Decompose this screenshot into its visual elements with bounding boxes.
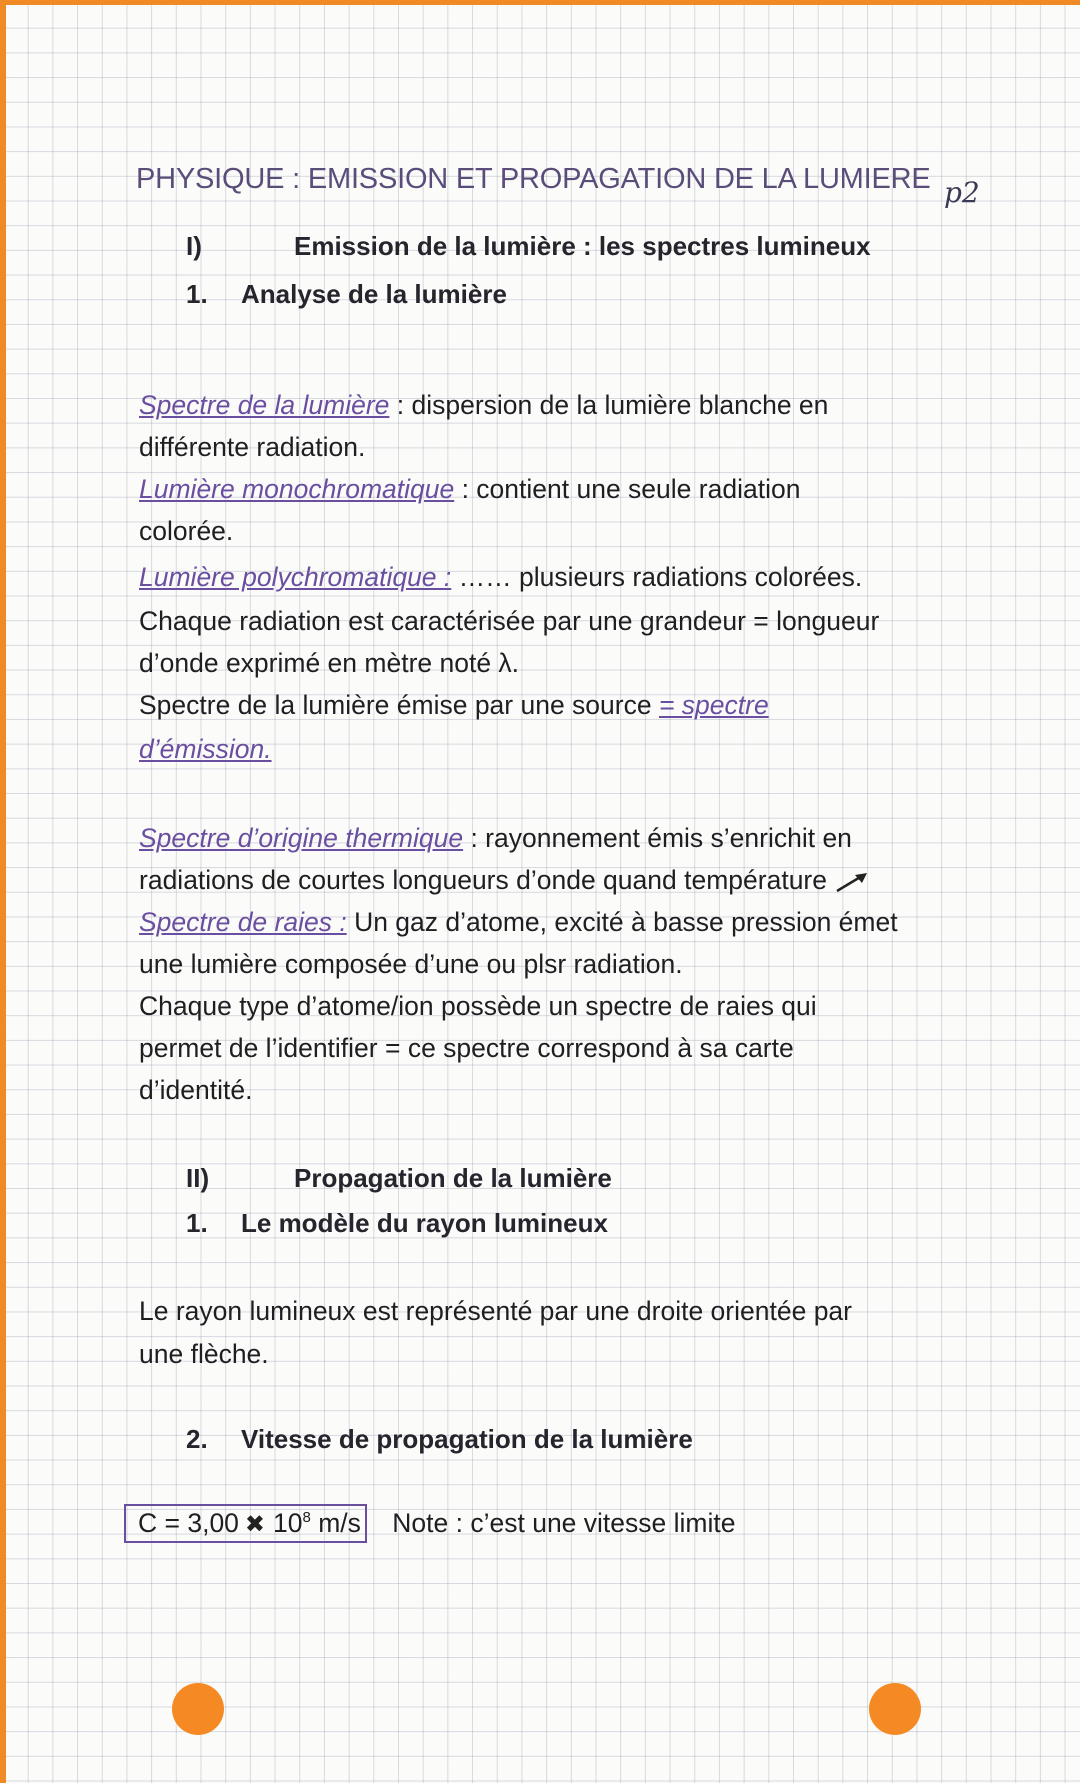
formula-base: 10 [273,1508,303,1538]
type-atome-line-1: Chaque type d’atome/ion possède un spectre de raies qui [139,991,817,1021]
chaque-radiation-line-1: Chaque radiation est caractérisée par une grandeur = longueur [139,606,880,636]
emission-term-2: d’émission. [139,734,272,764]
increase-arrow-icon [834,871,868,893]
left-edge-stripe [0,0,6,1783]
times-icon: ✖ [244,1511,266,1538]
def-mono-term: Lumière monochromatique [139,474,455,504]
rayon-line-1: Le rayon lumineux est représenté par une droite orientée par [139,1296,852,1326]
raies-text: Un gaz d’atome, excité à basse pression émet [346,907,898,937]
raies-term: Spectre de raies : [139,907,347,937]
speed-formula-box [124,1504,367,1543]
speed-formula-line [124,1508,735,1539]
formula-exponent: 8 [302,1509,311,1527]
def-poly-term: Lumière polychromatique : [139,562,452,592]
section-1-title: Emission de la lumière : les spectres lumineux [294,231,871,261]
section-2-title: Propagation de la lumière [294,1163,612,1193]
section-1-heading [186,231,871,262]
thermique-line-2 [139,865,868,896]
subsection-2-2-heading [186,1424,693,1455]
def-mono-text: : contient une seule radiation [454,474,801,504]
type-atome-line-3: d’identité. [139,1075,253,1105]
emission-line-2 [139,734,272,765]
binder-hole-right [869,1683,921,1735]
def-spectre-term: Spectre de la lumière [139,390,390,420]
formula-unit: m/s [310,1508,361,1538]
emission-line [139,690,769,721]
subsection-2-1-number: 1. [186,1208,208,1238]
raies-line-2: une lumière composée d’une ou plsr radiation. [139,949,683,979]
def-spectre-line-2: différente radiation. [139,432,366,462]
def-mono-line [139,474,800,505]
thermique-text-2: radiations de courtes longueurs d’onde quand température [139,865,827,895]
section-1-roman: I) [186,231,202,261]
section-2-roman: II) [186,1163,210,1193]
raies-line [139,907,898,938]
subsection-1-1-heading [186,279,507,310]
top-edge-stripe [0,0,1080,5]
emission-text: Spectre de la lumière émise par une source [139,690,659,720]
section-2-heading [186,1163,612,1194]
subsection-2-1-title: Le modèle du rayon lumineux [241,1208,608,1238]
subsection-1-1-number: 1. [186,279,208,309]
def-mono-line-2: colorée. [139,516,234,546]
rayon-line-2: une flèche. [139,1339,269,1369]
subsection-2-1-heading [186,1208,608,1239]
def-poly-text: …… plusieurs radiations colorées. [451,562,863,592]
page-number: p2 [944,176,980,209]
speed-note: Note : c’est une vitesse limite [392,1508,736,1538]
thermique-text: : rayonnement émis s’enrichit en [463,823,852,853]
subsection-2-2-title: Vitesse de propagation de la lumière [241,1424,693,1454]
chaque-radiation-line-2: d’onde exprimé en mètre noté λ. [139,648,520,678]
page-title: PHYSIQUE : EMISSION ET PROPAGATION DE LA LUMIERE [136,163,931,195]
formula-c-value: C = 3,00 [138,1508,239,1538]
subsection-2-2-number: 2. [186,1424,208,1454]
def-spectre-line [139,390,828,421]
subsection-1-1-title: Analyse de la lumière [241,279,507,309]
binder-hole-left [172,1683,224,1735]
def-poly-line [139,562,862,593]
thermique-term: Spectre d’origine thermique [139,823,464,853]
def-spectre-text: : dispersion de la lumière blanche en [389,390,829,420]
thermique-line [139,823,852,854]
emission-term: = spectre [658,690,769,720]
type-atome-line-2: permet de l’identifier = ce spectre correspond à sa carte [139,1033,794,1063]
